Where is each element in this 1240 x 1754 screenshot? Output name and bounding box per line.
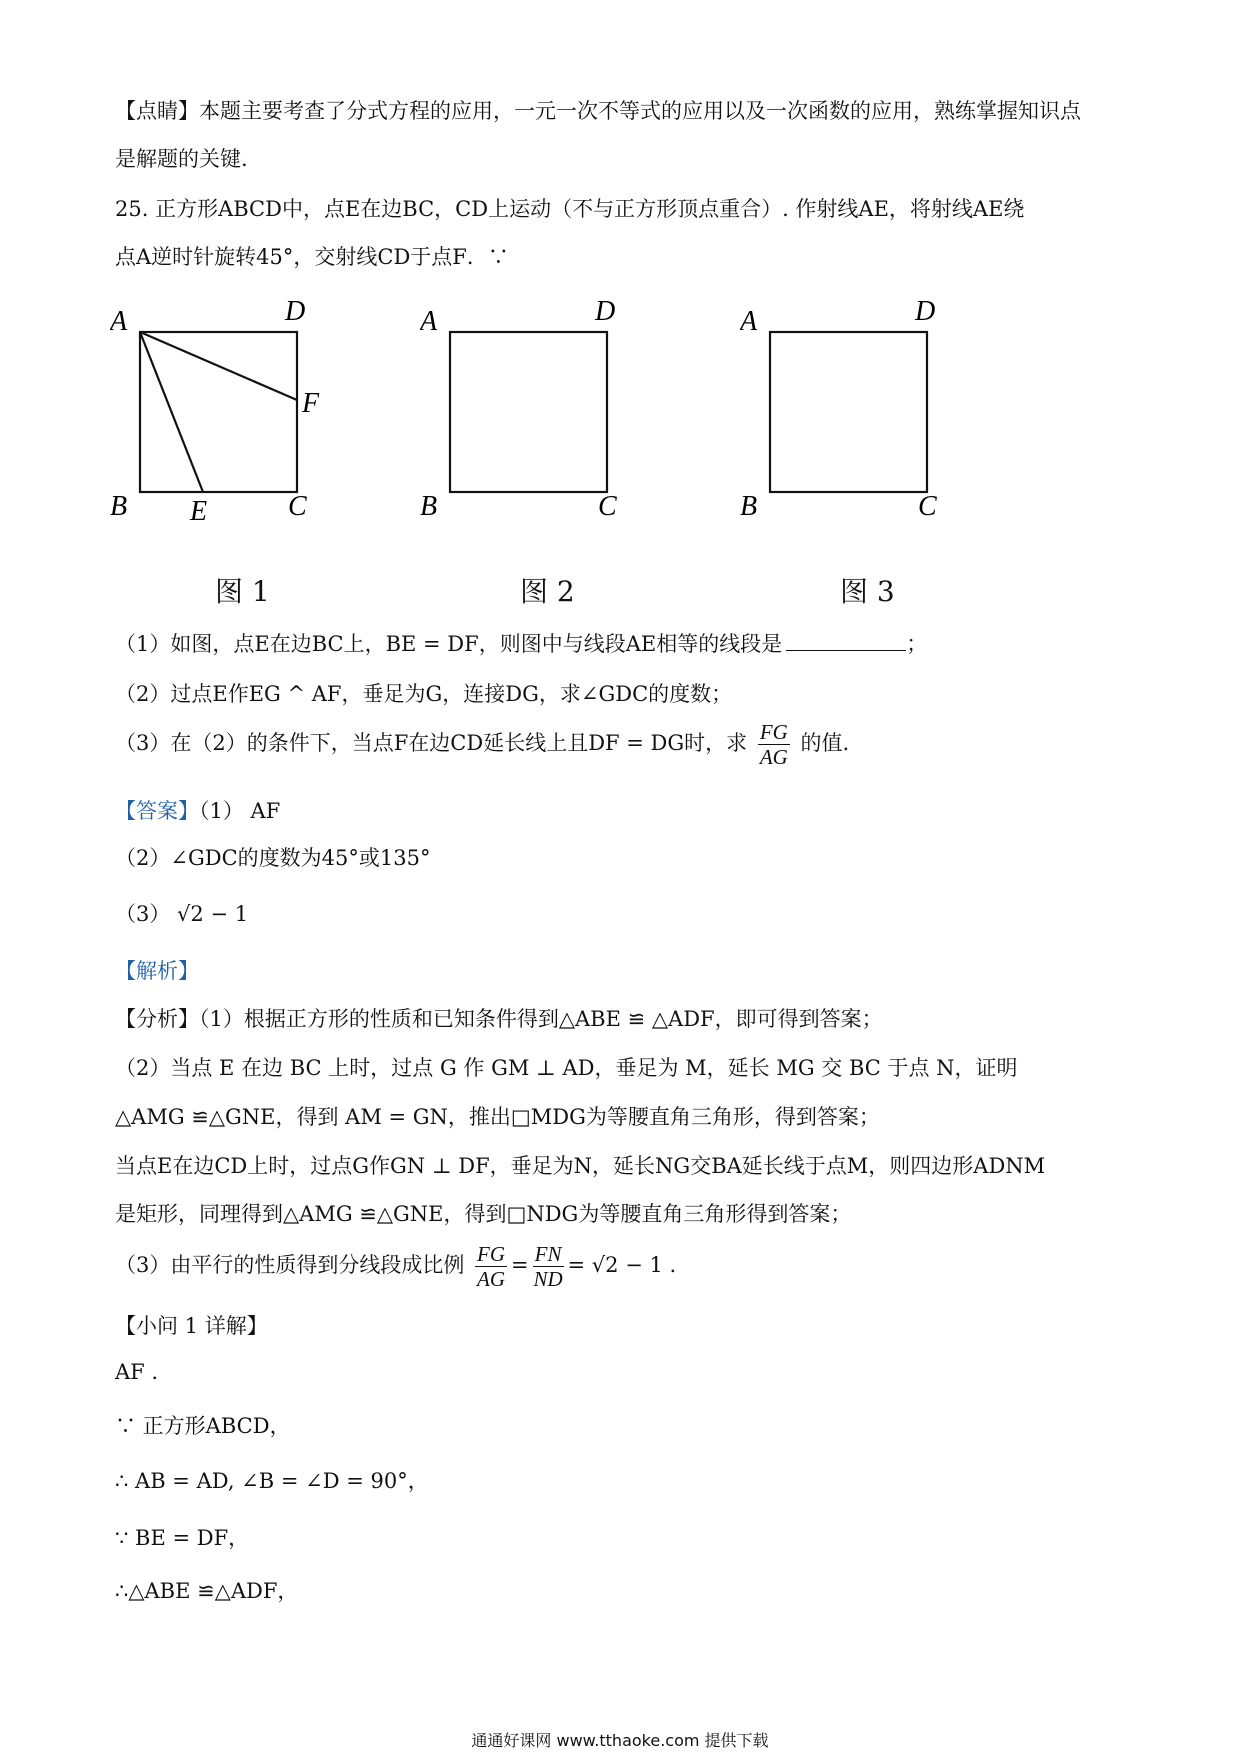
square-abcd — [450, 332, 607, 492]
problem-line-2: 点A逆时针旋转45°，交射线CD于点F．∵ — [115, 245, 509, 269]
fraction-fg-ag — [758, 720, 790, 769]
square-abcd — [770, 332, 927, 492]
detail-line-4: ∵ BE = DF， — [115, 1526, 250, 1550]
answer-line-1 — [115, 795, 280, 825]
label-d: D — [285, 296, 306, 327]
answer-line-3: （3） √2 − 1 — [115, 902, 249, 926]
fenxi-text-6: （3）由平行的性质得到分线段成比例 — [115, 1253, 465, 1278]
fenxi-tag: 【分析】 — [115, 1007, 199, 1031]
fenxi-text-1: （1）根据正方形的性质和已知条件得到△ABE ≌ △ADF，即可得到答案； — [199, 1007, 883, 1031]
caption-fig-3: 图 3 — [840, 575, 895, 608]
dianjing-tag: 【点睛】 — [115, 99, 199, 123]
label-b: B — [110, 491, 128, 522]
square-abcd — [140, 332, 297, 492]
label-a: A — [110, 306, 128, 337]
fraction-denominator: AG — [759, 745, 788, 770]
caption-fig-1: 图 1 — [215, 575, 270, 608]
detail-line-2: ∵ 正方形ABCD， — [115, 1414, 291, 1438]
fraction-fn-nd — [533, 1242, 564, 1291]
label-b: B — [420, 491, 438, 522]
figure-3 — [740, 290, 980, 555]
question-2: （2）过点E作EG ^ AF，垂足为G，连接DG，求∠GDC的度数； — [115, 682, 733, 706]
fenxi-line-5: 是矩形，同理得到△AMG ≌△GNE，得到□NDG为等腰直角三角形得到答案； — [115, 1202, 852, 1226]
fraction-numerator: FN — [534, 1242, 562, 1266]
label-d: D — [915, 296, 936, 327]
fenxi-line-6: （3）由平行的性质得到分线段成比例 $\frac{FG}{AG}$ = $\frac{FN}{ND}$ = √2 − 1 . — [115, 1242, 677, 1292]
figure-1 — [110, 290, 350, 555]
question-3-post: 的值. — [800, 731, 850, 756]
detail-tag: 【小问 1 详解】 — [115, 1314, 268, 1338]
question-3-pre: （3）在（2）的条件下，当点F在边CD延长线上且DF = DG时，求 — [115, 731, 748, 756]
answer-tag: 【答案】 — [115, 799, 199, 823]
dianjing-line-2: 是解题的关键. — [115, 147, 248, 171]
fraction-fg-ag — [475, 1242, 507, 1291]
detail-line-3: ∴ AB = AD, ∠B = ∠D = 90°， — [115, 1469, 429, 1493]
analysis-tag: 【解析】 — [115, 959, 199, 983]
detail-line-1: AF . — [115, 1360, 159, 1384]
detail-line-5: ∴△ABE ≌△ADF， — [115, 1579, 299, 1603]
label-b: B — [740, 491, 758, 522]
caption-fig-2: 图 2 — [520, 575, 575, 608]
label-d: D — [595, 296, 616, 327]
question-1 — [115, 628, 927, 658]
label-f: F — [302, 388, 320, 419]
fenxi-text-6-end: = √2 − 1 . — [567, 1253, 677, 1278]
fenxi-line-3: △AMG ≌△GNE，得到 AM = GN，推出□MDG为等腰直角三角形，得到答案； — [115, 1105, 880, 1129]
fraction-denominator: ND — [533, 1267, 563, 1292]
answer-blank — [786, 650, 906, 651]
fenxi-line-1 — [115, 1003, 883, 1033]
fraction-numerator: FG — [477, 1242, 506, 1266]
problem-line-1: 25. 正方形ABCD中，点E在边BC，CD上运动（不与正方形顶点重合）. 作射线AE，将射线AE绕 — [115, 197, 1025, 221]
figure-2 — [420, 290, 660, 555]
answer-line-2: （2）∠GDC的度数为45°或135° — [115, 846, 431, 870]
question-1-text: （1）如图，点E在边BC上，BE = DF，则图中与线段AE相等的线段是 — [115, 632, 783, 656]
fraction-denominator: AG — [477, 1267, 506, 1292]
label-e: E — [190, 496, 208, 527]
page-footer: 通通好课网 www.tthaoke.com 提供下载 — [471, 1731, 769, 1750]
question-3 — [115, 720, 849, 769]
label-c: C — [288, 491, 307, 522]
dianjing-line-1 — [115, 95, 1081, 125]
label-c: C — [598, 491, 617, 522]
label-c: C — [918, 491, 937, 522]
label-a: A — [420, 306, 438, 337]
fenxi-line-2: （2）当点 E 在边 BC 上时，过点 G 作 GM ⊥ AD，垂足为 M，延长 MG 交 BC 于点 N，证明 — [115, 1056, 1018, 1080]
fenxi-line-4: 当点E在边CD上时，过点G作GN ⊥ DF，垂足为N，延长NG交BA延长线于点M，则四边形ADNM — [115, 1154, 1046, 1178]
dianjing-text-1: 本题主要考查了分式方程的应用，一元一次不等式的应用以及一次函数的应用，熟练掌握知识点 — [199, 99, 1081, 123]
fraction-numerator: FG — [759, 720, 788, 744]
question-1-end: ； — [906, 632, 928, 656]
answer-1: （1） AF — [199, 799, 281, 823]
label-a: A — [740, 306, 758, 337]
